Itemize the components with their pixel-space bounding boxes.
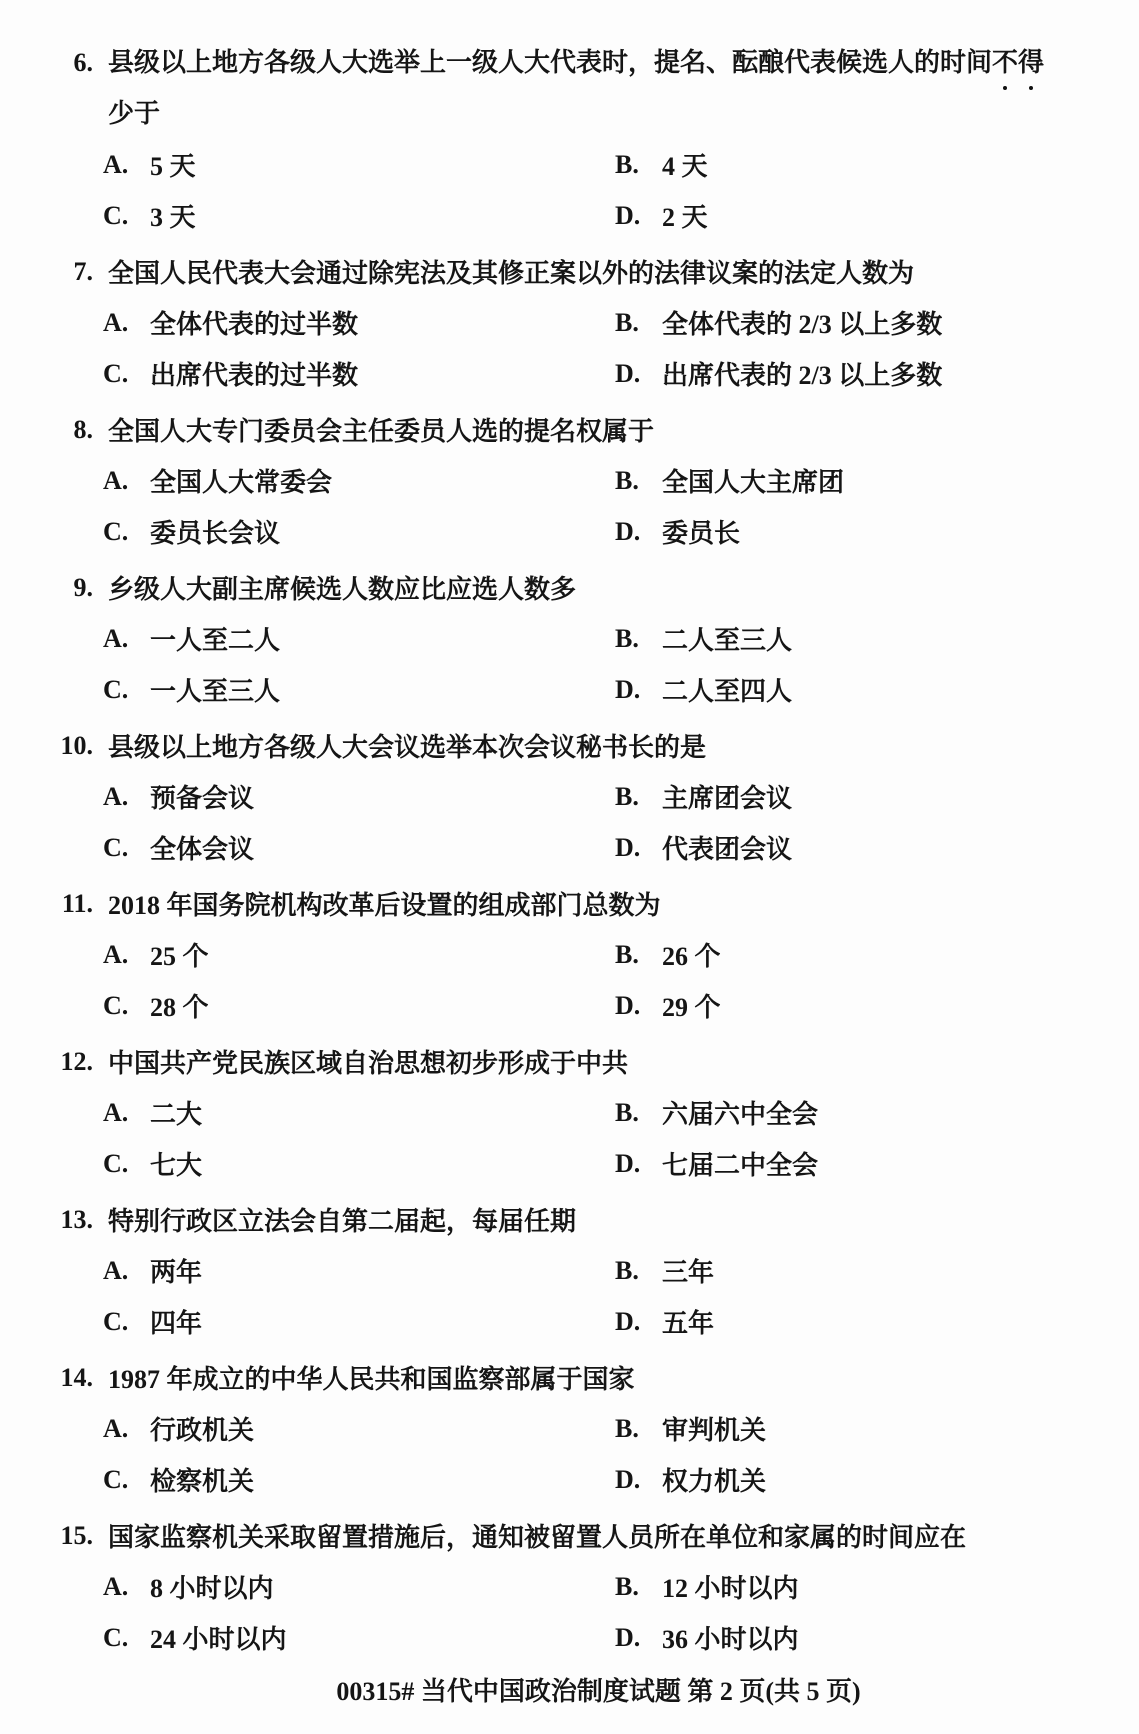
- option-label: D.: [615, 1622, 641, 1652]
- question-stem: 县级以上地方各级人大会议选举本次会议秘书长的是: [108, 733, 707, 762]
- option-label: B.: [615, 1413, 639, 1443]
- option-text: 2 天: [662, 203, 708, 232]
- option-text: 三年: [662, 1258, 715, 1287]
- option-text: 权力机关: [662, 1467, 767, 1496]
- option-label: D.: [615, 832, 641, 862]
- question-stem-row: [0, 1036, 1139, 1087]
- option-d: [615, 1619, 799, 1656]
- option-text: 二人至四人: [662, 677, 793, 706]
- option-label: A.: [103, 781, 129, 811]
- option-text: 26 个: [662, 942, 721, 971]
- question-number: 6.: [73, 48, 93, 77]
- option-text: 一人至三人: [150, 677, 281, 706]
- question-number: 7.: [73, 257, 93, 286]
- option-text: 25 个: [150, 942, 209, 971]
- options-row: [0, 664, 1139, 715]
- option-label: B.: [615, 149, 639, 179]
- option-label: D.: [615, 1464, 641, 1494]
- option-text: 29 个: [662, 993, 721, 1022]
- options-row: [0, 1087, 1139, 1138]
- option-text: 七大: [150, 1151, 203, 1180]
- option-label: B.: [615, 1571, 639, 1601]
- option-text: 3 天: [150, 203, 196, 232]
- stem-line-2: 少于: [108, 99, 161, 128]
- option-c: [103, 513, 615, 550]
- question-number: 12.: [60, 1047, 93, 1076]
- option-text: 四年: [150, 1309, 203, 1338]
- question-stem: 国家监察机关采取留置措施后，通知被留置人员所在单位和家属的时间应在: [108, 1523, 967, 1552]
- options-row: [0, 613, 1139, 664]
- option-label: A.: [103, 939, 129, 969]
- options-row: [0, 980, 1139, 1031]
- question-stem-row: [0, 1194, 1139, 1245]
- question-stem-row: [0, 404, 1139, 455]
- option-text: 委员长会议: [150, 519, 281, 548]
- page-footer: 00315# 当代中国政治制度试题 第 2 页(共 5 页): [336, 1677, 861, 1706]
- option-a: [103, 462, 615, 499]
- option-label: B.: [615, 465, 639, 495]
- option-text: 一人至二人: [150, 626, 281, 655]
- question-stem: 全国人大专门委员会主任委员人选的提名权属于: [108, 417, 655, 446]
- option-label: C.: [103, 990, 129, 1020]
- options-row: [0, 1138, 1139, 1189]
- option-c: [103, 829, 615, 866]
- question-stem-row: [0, 720, 1139, 771]
- option-label: D.: [615, 200, 641, 230]
- option-text: 二大: [150, 1100, 203, 1129]
- option-d: [615, 1145, 818, 1182]
- question-6: [0, 37, 1139, 241]
- stem-line-1: [108, 37, 1044, 88]
- option-label: D.: [615, 1306, 641, 1336]
- option-b: [615, 462, 844, 499]
- question-14: [0, 1352, 1139, 1505]
- question-11: [0, 878, 1139, 1031]
- option-text: 5 天: [150, 152, 196, 181]
- option-text: 检察机关: [150, 1467, 255, 1496]
- option-text: 24 小时以内: [150, 1625, 287, 1654]
- option-c: [103, 1303, 615, 1340]
- option-text: 全体会议: [150, 835, 255, 864]
- option-text: 六届六中全会: [662, 1100, 819, 1129]
- option-label: A.: [103, 149, 129, 179]
- option-a: [103, 1410, 615, 1447]
- question-stem: 2018 年国务院机构改革后设置的组成部门总数为: [108, 891, 661, 920]
- options-row: [0, 1245, 1139, 1296]
- option-d: [615, 197, 708, 234]
- option-d: [615, 987, 721, 1024]
- options-row: [0, 506, 1139, 557]
- options-row: [0, 348, 1139, 399]
- option-text: 两年: [150, 1258, 203, 1287]
- option-b: [615, 1252, 714, 1289]
- options-row: [0, 1561, 1139, 1612]
- option-b: [615, 146, 708, 183]
- option-label: C.: [103, 674, 129, 704]
- question-13: [0, 1194, 1139, 1347]
- option-text: 全体代表的 2/3 以上多数: [662, 310, 943, 339]
- options-row: [0, 297, 1139, 348]
- option-text: 出席代表的过半数: [150, 361, 359, 390]
- option-label: B.: [615, 1255, 639, 1285]
- options-row: [0, 455, 1139, 506]
- stem-text: 县级以上地方各级人大选举上一级人大代表时，提名、酝酿代表候选人的时间: [108, 48, 993, 77]
- option-text: 行政机关: [150, 1416, 255, 1445]
- option-a: [103, 620, 615, 657]
- option-text: 预备会议: [150, 784, 255, 813]
- option-label: A.: [103, 1097, 129, 1127]
- option-label: C.: [103, 358, 129, 388]
- options-row: [0, 190, 1139, 241]
- option-label: D.: [615, 674, 641, 704]
- option-c: [103, 1461, 615, 1498]
- option-c: [103, 671, 615, 708]
- option-b: [615, 778, 792, 815]
- options-row: [0, 1454, 1139, 1505]
- option-label: C.: [103, 832, 129, 862]
- option-label: B.: [615, 1097, 639, 1127]
- question-15: [0, 1510, 1139, 1663]
- option-label: C.: [103, 1464, 129, 1494]
- option-label: A.: [103, 465, 129, 495]
- option-d: [615, 1461, 766, 1498]
- option-label: C.: [103, 1306, 129, 1336]
- emphasized-text: 不得: [992, 37, 1044, 88]
- question-stem-row: [0, 246, 1139, 297]
- option-label: D.: [615, 990, 641, 1020]
- option-d: [615, 671, 792, 708]
- options-row: [0, 771, 1139, 822]
- options-row: [0, 1612, 1139, 1663]
- question-number: 9.: [73, 573, 93, 602]
- question-stem: 乡级人大副主席候选人数应比应选人数多: [108, 575, 577, 604]
- option-a: [103, 1252, 615, 1289]
- option-label: D.: [615, 516, 641, 546]
- option-a: [103, 936, 615, 973]
- question-stem-row: [0, 562, 1139, 613]
- question-9: [0, 562, 1139, 715]
- option-text: 委员长: [662, 519, 741, 548]
- option-a: [103, 304, 615, 341]
- option-c: [103, 987, 615, 1024]
- option-label: C.: [103, 516, 129, 546]
- option-a: [103, 146, 615, 183]
- option-label: A.: [103, 623, 129, 653]
- options-row: [0, 929, 1139, 980]
- option-text: 12 小时以内: [662, 1574, 799, 1603]
- question-8: [0, 404, 1139, 557]
- option-text: 二人至三人: [662, 626, 793, 655]
- option-label: B.: [615, 307, 639, 337]
- option-c: [103, 355, 615, 392]
- option-label: A.: [103, 307, 129, 337]
- option-text: 4 天: [662, 152, 708, 181]
- question-number: 11.: [61, 889, 93, 918]
- option-label: C.: [103, 1622, 129, 1652]
- options-row: [0, 1403, 1139, 1454]
- question-12: [0, 1036, 1139, 1189]
- option-label: A.: [103, 1413, 129, 1443]
- option-a: [103, 778, 615, 815]
- question-stem-row: [0, 1510, 1139, 1561]
- option-b: [615, 936, 721, 973]
- option-text: 五年: [662, 1309, 715, 1338]
- option-d: [615, 1303, 714, 1340]
- question-stem-row: [0, 878, 1139, 929]
- question-stem: 1987 年成立的中华人民共和国监察部属于国家: [108, 1365, 635, 1394]
- option-d: [615, 355, 942, 392]
- question-number: 8.: [73, 415, 93, 444]
- option-text: 全体代表的过半数: [150, 310, 359, 339]
- option-label: B.: [615, 623, 639, 653]
- option-label: D.: [615, 358, 641, 388]
- question-number: 15.: [60, 1521, 93, 1550]
- question-number: 10.: [60, 731, 93, 760]
- option-label: A.: [103, 1255, 129, 1285]
- option-b: [615, 1094, 818, 1131]
- option-b: [615, 620, 792, 657]
- question-10: [0, 720, 1139, 873]
- options-row: [0, 1296, 1139, 1347]
- option-text: 全国人大常委会: [150, 468, 333, 497]
- option-c: [103, 1619, 615, 1656]
- option-label: B.: [615, 939, 639, 969]
- option-c: [103, 1145, 615, 1182]
- option-text: 代表团会议: [662, 835, 793, 864]
- option-label: A.: [103, 1571, 129, 1601]
- option-d: [615, 829, 792, 866]
- option-label: D.: [615, 1148, 641, 1178]
- question-stem: 中国共产党民族区域自治思想初步形成于中共: [108, 1049, 629, 1078]
- question-stem: 特别行政区立法会自第二届起，每届任期: [108, 1207, 577, 1236]
- option-a: [103, 1094, 615, 1131]
- option-b: [615, 1568, 799, 1605]
- option-b: [615, 304, 942, 341]
- option-c: [103, 197, 615, 234]
- option-d: [615, 513, 740, 550]
- option-b: [615, 1410, 766, 1447]
- question-stem: 全国人民代表大会通过除宪法及其修正案以外的法律议案的法定人数为: [108, 259, 915, 288]
- question-stem-row: [0, 1352, 1139, 1403]
- option-text: 全国人大主席团: [662, 468, 845, 497]
- options-row: [0, 139, 1139, 190]
- option-text: 主席团会议: [662, 784, 793, 813]
- option-text: 七届二中全会: [662, 1151, 819, 1180]
- option-label: C.: [103, 1148, 129, 1178]
- option-label: C.: [103, 200, 129, 230]
- option-a: [103, 1568, 615, 1605]
- question-7: [0, 246, 1139, 399]
- option-text: 审判机关: [662, 1416, 767, 1445]
- question-number: 13.: [60, 1205, 93, 1234]
- options-row: [0, 822, 1139, 873]
- option-text: 36 小时以内: [662, 1625, 799, 1654]
- question-number: 14.: [60, 1363, 93, 1392]
- option-label: B.: [615, 781, 639, 811]
- option-text: 8 小时以内: [150, 1574, 274, 1603]
- option-text: 28 个: [150, 993, 209, 1022]
- question-stem-row: [0, 37, 1139, 139]
- option-text: 出席代表的 2/3 以上多数: [662, 361, 943, 390]
- question-stem: [108, 37, 1044, 139]
